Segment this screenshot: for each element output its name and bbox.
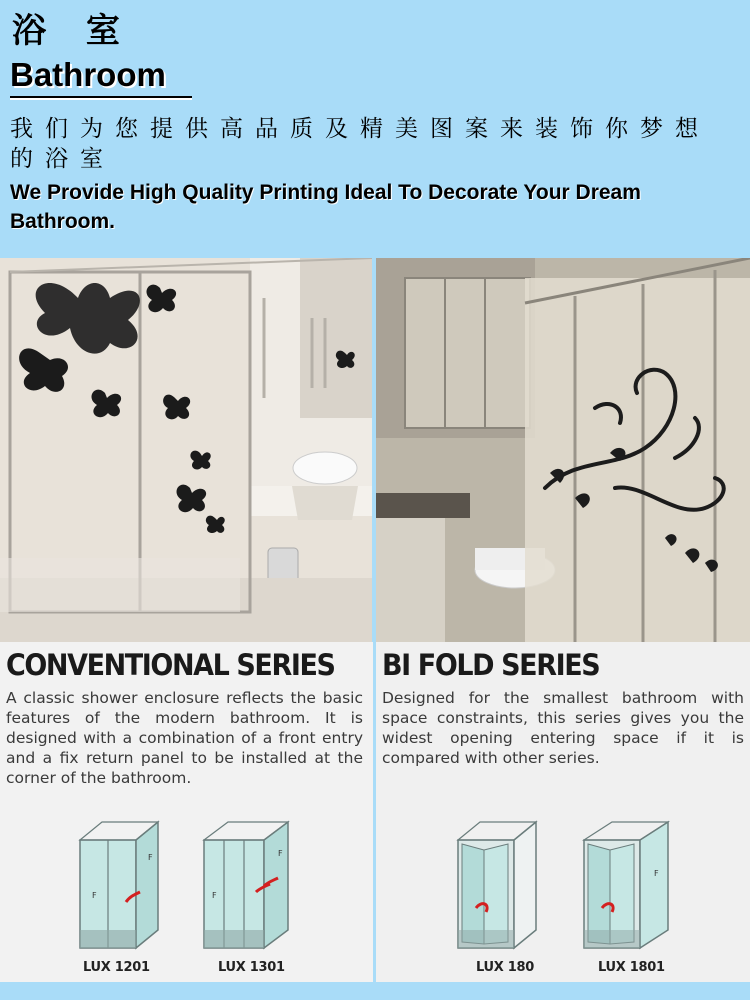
fixed-panel-label: F: [654, 869, 659, 878]
bifold-series-title: BI FOLD SERIES: [382, 648, 600, 682]
lux-1301-diagram: [202, 820, 290, 952]
fixed-panel-label: F: [212, 891, 217, 900]
chinese-description: 我们为您提供高品质及精美图案来装饰你梦想的浴室: [10, 116, 710, 172]
bifold-series-panel: [376, 642, 750, 982]
conventional-series-description: A classic shower enclosure reflects the basic features of the modern bathroom. It is designed with a combination of a front entry and a fix return panel to be installed at the corner of the bathroom.: [6, 689, 363, 787]
lux-1201-diagram: [78, 820, 160, 952]
bifold-series-photo: [375, 258, 750, 642]
title-underline: [10, 96, 192, 98]
model-label-lux-180: LUX 180: [476, 960, 534, 975]
lux-1801-diagram: [582, 820, 672, 952]
english-title: Bathroom: [10, 56, 166, 93]
conventional-series-title: CONVENTIONAL SERIES: [6, 648, 335, 682]
model-label-lux-1801: LUX 1801: [598, 960, 665, 975]
fixed-panel-label: F: [148, 853, 153, 862]
model-label-lux-1301: LUX 1301: [218, 960, 285, 975]
model-label-lux-1201: LUX 1201: [83, 960, 150, 975]
butterfly-shower-illustration: [0, 258, 372, 642]
fixed-panel-label: F: [278, 849, 283, 858]
bifold-series-description: Designed for the smallest bathroom with space constraints, this series gives you the widest opening entering space if it is compared with other series.: [382, 689, 744, 767]
conventional-series-photo: [0, 258, 372, 642]
chinese-title: 浴 室: [12, 11, 134, 51]
header-banner: [0, 0, 750, 258]
fixed-panel-label: F: [92, 891, 97, 900]
lux-180-diagram: [456, 820, 538, 952]
conventional-series-panel: [0, 642, 373, 982]
bottom-border: [0, 982, 750, 1000]
floral-shower-illustration: [375, 258, 750, 642]
english-description: We Provide High Quality Printing Ideal To Decorate Your Dream Bathroom.: [10, 181, 641, 233]
